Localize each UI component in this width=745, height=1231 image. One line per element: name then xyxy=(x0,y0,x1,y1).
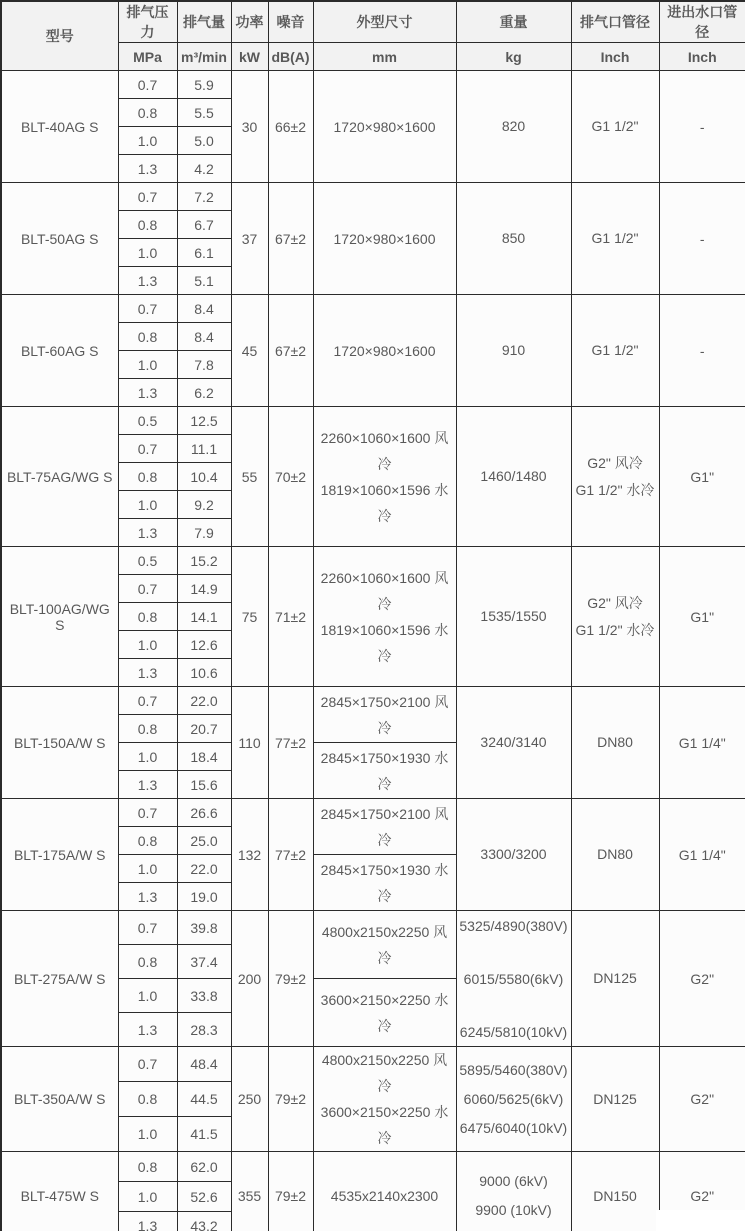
outlet-cell-line: G1 1/2" xyxy=(591,118,639,134)
pressure-cell: 1.3 xyxy=(118,155,177,183)
dims-cell xyxy=(313,295,456,407)
weight-cell-line: 1460/1480 xyxy=(480,468,547,484)
displacement-cell: 6.7 xyxy=(177,211,231,239)
displacement-cell: 62.0 xyxy=(177,1152,231,1182)
displacement-cell: 39.8 xyxy=(177,911,231,945)
water-cell: G1 1/4" xyxy=(659,799,745,911)
power-cell: 110 xyxy=(231,687,268,799)
noise-cell: 79±2 xyxy=(268,1047,313,1152)
dims-cell xyxy=(313,71,456,183)
pressure-cell: 1.0 xyxy=(118,351,177,379)
displacement-cell: 6.2 xyxy=(177,379,231,407)
header-water-diameter: 进出水口管径 xyxy=(659,1,745,43)
outlet-cell-line: G2" 风冷 xyxy=(587,594,643,611)
dims-cell-line: 1819×1060×1596 水冷 xyxy=(320,481,449,524)
pressure-cell: 0.7 xyxy=(118,687,177,715)
displacement-cell: 44.5 xyxy=(177,1082,231,1117)
pressure-cell: 0.7 xyxy=(118,1047,177,1082)
displacement-cell: 8.4 xyxy=(177,295,231,323)
spec-row xyxy=(1,71,745,99)
displacement-cell: 37.4 xyxy=(177,945,231,979)
displacement-cell: 7.9 xyxy=(177,519,231,547)
power-cell: 37 xyxy=(231,183,268,295)
weight-cell-line: 6060/5625(6kV) xyxy=(463,1090,564,1107)
weight-cell xyxy=(456,1152,571,1231)
outlet-cell xyxy=(571,407,659,547)
unit-displacement: m³/min xyxy=(177,43,231,71)
unit-outlet-diameter: Inch xyxy=(571,43,659,71)
displacement-cell: 4.2 xyxy=(177,155,231,183)
spec-row xyxy=(1,687,745,715)
water-cell: G2" xyxy=(659,911,745,1047)
noise-cell: 77±2 xyxy=(268,799,313,911)
pressure-cell: 1.0 xyxy=(118,631,177,659)
water-cell: - xyxy=(659,71,745,183)
outlet-cell-line: G1 1/2" xyxy=(591,230,639,246)
power-cell: 355 xyxy=(231,1152,268,1231)
pressure-cell: 1.3 xyxy=(118,519,177,547)
weight-cell-line: 3240/3140 xyxy=(480,734,547,750)
spec-row xyxy=(1,1152,745,1182)
header-displacement: 排气量 xyxy=(177,1,231,43)
header-outlet-diameter: 排气口管径 xyxy=(571,1,659,43)
model-cell: BLT-150A/W S xyxy=(1,687,118,799)
spec-row xyxy=(1,183,745,211)
header-weight: 重量 xyxy=(456,1,571,43)
displacement-cell: 18.4 xyxy=(177,743,231,771)
noise-cell: 67±2 xyxy=(268,183,313,295)
displacement-cell: 5.0 xyxy=(177,127,231,155)
pressure-cell: 0.8 xyxy=(118,463,177,491)
displacement-cell: 43.2 xyxy=(177,1212,231,1231)
displacement-cell: 9.2 xyxy=(177,491,231,519)
weight-cell-line: 6475/6040(10kV) xyxy=(459,1119,568,1136)
spec-row xyxy=(1,295,745,323)
outlet-cell xyxy=(571,687,659,799)
displacement-cell: 22.0 xyxy=(177,687,231,715)
model-cell: BLT-275A/W S xyxy=(1,911,118,1047)
displacement-cell: 15.6 xyxy=(177,771,231,799)
noise-cell: 66±2 xyxy=(268,71,313,183)
power-cell: 250 xyxy=(231,1047,268,1152)
unit-weight: kg xyxy=(456,43,571,71)
spec-row xyxy=(1,799,745,827)
displacement-cell: 19.0 xyxy=(177,883,231,911)
weight-cell-line: 6245/5810(10kV) xyxy=(459,1023,568,1040)
pressure-cell: 0.7 xyxy=(118,295,177,323)
dims-cell xyxy=(313,979,456,1047)
weight-cell xyxy=(456,687,571,799)
pressure-cell: 1.0 xyxy=(118,743,177,771)
dims-cell xyxy=(313,911,456,979)
white-patch xyxy=(656,1210,745,1231)
dims-cell xyxy=(313,799,456,855)
unit-dimensions: mm xyxy=(313,43,456,71)
power-cell: 30 xyxy=(231,71,268,183)
outlet-cell-line: DN80 xyxy=(597,734,633,750)
pressure-cell: 0.7 xyxy=(118,71,177,99)
outlet-cell-line: DN125 xyxy=(593,970,637,986)
weight-cell-line: 5895/5460(380V) xyxy=(459,1061,568,1078)
displacement-cell: 14.9 xyxy=(177,575,231,603)
pressure-cell: 0.7 xyxy=(118,575,177,603)
model-cell: BLT-350A/W S xyxy=(1,1047,118,1152)
pressure-cell: 1.0 xyxy=(118,239,177,267)
water-cell: - xyxy=(659,295,745,407)
unit-water-diameter: Inch xyxy=(659,43,745,71)
water-cell: G1 1/4" xyxy=(659,687,745,799)
weight-cell-line: 9000 (6kV) xyxy=(479,1173,548,1190)
weight-cell xyxy=(456,911,571,1047)
outlet-cell-line: G1 1/2" xyxy=(591,342,639,358)
outlet-cell-line: G2" 风冷 xyxy=(587,454,643,471)
water-cell: G1" xyxy=(659,547,745,687)
outlet-cell-line: DN125 xyxy=(593,1090,637,1107)
displacement-cell: 15.2 xyxy=(177,547,231,575)
weight-cell xyxy=(456,1047,571,1152)
pressure-cell: 0.8 xyxy=(118,1082,177,1117)
power-cell: 55 xyxy=(231,407,268,547)
pressure-cell: 1.0 xyxy=(118,979,177,1013)
power-cell: 45 xyxy=(231,295,268,407)
displacement-cell: 28.3 xyxy=(177,1013,231,1047)
weight-cell-line: 910 xyxy=(501,342,526,358)
outlet-cell-line: G1 1/2" 水冷 xyxy=(575,481,655,498)
dims-cell-line: 3600×2150×2250 水冷 xyxy=(320,1104,449,1146)
outlet-cell xyxy=(571,799,659,911)
dims-cell-line: 2845×1750×1930 水冷 xyxy=(320,749,449,792)
pressure-cell: 0.5 xyxy=(118,407,177,435)
outlet-cell xyxy=(571,1047,659,1152)
pressure-cell: 0.8 xyxy=(118,211,177,239)
dims-cell-line: 1819×1060×1596 水冷 xyxy=(320,621,449,664)
header-dimensions: 外型尺寸 xyxy=(313,1,456,43)
dims-cell-line: 2260×1060×1600 风冷 xyxy=(320,429,449,472)
pressure-cell: 1.3 xyxy=(118,883,177,911)
header-label-row xyxy=(1,1,745,43)
weight-cell-line: 850 xyxy=(501,230,526,246)
displacement-cell: 8.4 xyxy=(177,323,231,351)
noise-cell: 79±2 xyxy=(268,911,313,1047)
noise-cell: 77±2 xyxy=(268,687,313,799)
header-pressure: 排气压力 xyxy=(118,1,177,43)
displacement-cell: 33.8 xyxy=(177,979,231,1013)
dims-cell-line: 3600×2150×2250 水冷 xyxy=(320,991,449,1034)
displacement-cell: 7.8 xyxy=(177,351,231,379)
dims-cell-line: 2845×1750×2100 风冷 xyxy=(320,693,449,736)
water-cell: G2" xyxy=(659,1047,745,1152)
pressure-cell: 0.7 xyxy=(118,435,177,463)
dims-cell-line: 4800x2150x2250 风冷 xyxy=(321,1052,448,1094)
pressure-cell: 1.0 xyxy=(118,491,177,519)
spec-row xyxy=(1,911,745,945)
noise-cell: 67±2 xyxy=(268,295,313,407)
pressure-cell: 1.0 xyxy=(118,1182,177,1212)
dims-cell xyxy=(313,743,456,799)
pressure-cell: 1.3 xyxy=(118,267,177,295)
noise-cell: 71±2 xyxy=(268,547,313,687)
table-body xyxy=(1,71,745,1231)
pressure-cell: 1.0 xyxy=(118,1117,177,1152)
pressure-cell: 1.3 xyxy=(118,1013,177,1047)
model-cell: BLT-75AG/WG S xyxy=(1,407,118,547)
unit-pressure: MPa xyxy=(118,43,177,71)
pressure-cell: 0.8 xyxy=(118,1152,177,1182)
outlet-cell xyxy=(571,295,659,407)
noise-cell: 79±2 xyxy=(268,1152,313,1231)
header-noise: 噪音 xyxy=(268,1,313,43)
pressure-cell: 0.8 xyxy=(118,715,177,743)
pressure-cell: 0.5 xyxy=(118,547,177,575)
displacement-cell: 5.1 xyxy=(177,267,231,295)
model-cell: BLT-175A/W S xyxy=(1,799,118,911)
weight-cell xyxy=(456,183,571,295)
displacement-cell: 22.0 xyxy=(177,855,231,883)
pressure-cell: 0.8 xyxy=(118,99,177,127)
outlet-cell xyxy=(571,911,659,1047)
model-cell: BLT-100AG/WG S xyxy=(1,547,118,687)
displacement-cell: 26.6 xyxy=(177,799,231,827)
dims-cell xyxy=(313,687,456,743)
pressure-cell: 0.8 xyxy=(118,603,177,631)
dims-cell-line: 1720×980×1600 xyxy=(333,342,436,359)
pressure-cell: 0.8 xyxy=(118,945,177,979)
displacement-cell: 41.5 xyxy=(177,1117,231,1152)
dims-cell-line: 2845×1750×1930 水冷 xyxy=(320,861,449,904)
pressure-cell: 0.8 xyxy=(118,827,177,855)
displacement-cell: 25.0 xyxy=(177,827,231,855)
pressure-cell: 0.7 xyxy=(118,799,177,827)
weight-cell xyxy=(456,71,571,183)
outlet-cell xyxy=(571,71,659,183)
pressure-cell: 1.0 xyxy=(118,127,177,155)
dims-cell xyxy=(313,855,456,911)
dims-cell-line: 1720×980×1600 xyxy=(333,118,436,135)
displacement-cell: 14.1 xyxy=(177,603,231,631)
dims-cell-line: 4800x2150x2250 风冷 xyxy=(321,923,448,966)
dims-cell xyxy=(313,1152,456,1231)
weight-cell xyxy=(456,547,571,687)
header-model: 型号 xyxy=(1,1,118,71)
displacement-cell: 6.1 xyxy=(177,239,231,267)
outlet-cell xyxy=(571,1152,659,1231)
water-cell: - xyxy=(659,183,745,295)
pressure-cell: 1.3 xyxy=(118,379,177,407)
displacement-cell: 5.5 xyxy=(177,99,231,127)
dims-cell-line: 4535x2140x2300 xyxy=(330,1188,439,1205)
outlet-cell xyxy=(571,547,659,687)
pressure-cell: 1.3 xyxy=(118,659,177,687)
displacement-cell: 48.4 xyxy=(177,1047,231,1082)
unit-power: kW xyxy=(231,43,268,71)
displacement-cell: 52.6 xyxy=(177,1182,231,1212)
pressure-cell: 0.7 xyxy=(118,911,177,945)
pressure-cell: 0.8 xyxy=(118,323,177,351)
spec-row xyxy=(1,1047,745,1082)
outlet-cell-line: DN80 xyxy=(597,846,633,862)
weight-cell-line: 6015/5580(6kV) xyxy=(463,970,564,987)
displacement-cell: 11.1 xyxy=(177,435,231,463)
table-header xyxy=(1,1,745,71)
dims-cell xyxy=(313,547,456,687)
displacement-cell: 10.6 xyxy=(177,659,231,687)
spec-row xyxy=(1,407,745,435)
dims-cell xyxy=(313,1047,456,1152)
pressure-cell: 1.0 xyxy=(118,855,177,883)
displacement-cell: 12.6 xyxy=(177,631,231,659)
dims-cell-line: 2260×1060×1600 风冷 xyxy=(320,569,449,612)
power-cell: 75 xyxy=(231,547,268,687)
outlet-cell-line: G1 1/2" 水冷 xyxy=(575,621,655,638)
dims-cell xyxy=(313,183,456,295)
displacement-cell: 5.9 xyxy=(177,71,231,99)
weight-cell-line: 9900 (10kV) xyxy=(475,1202,552,1219)
model-cell: BLT-50AG S xyxy=(1,183,118,295)
water-cell: G1" xyxy=(659,407,745,547)
pressure-cell: 0.7 xyxy=(118,183,177,211)
outlet-cell xyxy=(571,183,659,295)
dims-cell xyxy=(313,407,456,547)
power-cell: 132 xyxy=(231,799,268,911)
weight-cell-line: 3300/3200 xyxy=(480,846,547,862)
dims-cell-line: 2845×1750×2100 风冷 xyxy=(320,805,449,848)
unit-noise: dB(A) xyxy=(268,43,313,71)
spec-row xyxy=(1,547,745,575)
header-power: 功率 xyxy=(231,1,268,43)
model-cell: BLT-475W S xyxy=(1,1152,118,1231)
displacement-cell: 10.4 xyxy=(177,463,231,491)
weight-cell xyxy=(456,295,571,407)
weight-cell-line: 820 xyxy=(501,118,526,134)
weight-cell xyxy=(456,799,571,911)
noise-cell: 70±2 xyxy=(268,407,313,547)
water-cell: G2" xyxy=(659,1152,745,1231)
outlet-cell-line: DN150 xyxy=(593,1187,637,1204)
weight-cell-line: 5325/4890(380V) xyxy=(459,917,568,934)
pressure-cell: 1.3 xyxy=(118,1212,177,1231)
power-cell: 200 xyxy=(231,911,268,1047)
dims-cell-line: 1720×980×1600 xyxy=(333,230,436,247)
weight-cell-line: 1535/1550 xyxy=(480,608,547,624)
model-cell: BLT-60AG S xyxy=(1,295,118,407)
weight-cell xyxy=(456,407,571,547)
displacement-cell: 7.2 xyxy=(177,183,231,211)
displacement-cell: 12.5 xyxy=(177,407,231,435)
displacement-cell: 20.7 xyxy=(177,715,231,743)
model-cell: BLT-40AG S xyxy=(1,71,118,183)
pressure-cell: 1.3 xyxy=(118,771,177,799)
